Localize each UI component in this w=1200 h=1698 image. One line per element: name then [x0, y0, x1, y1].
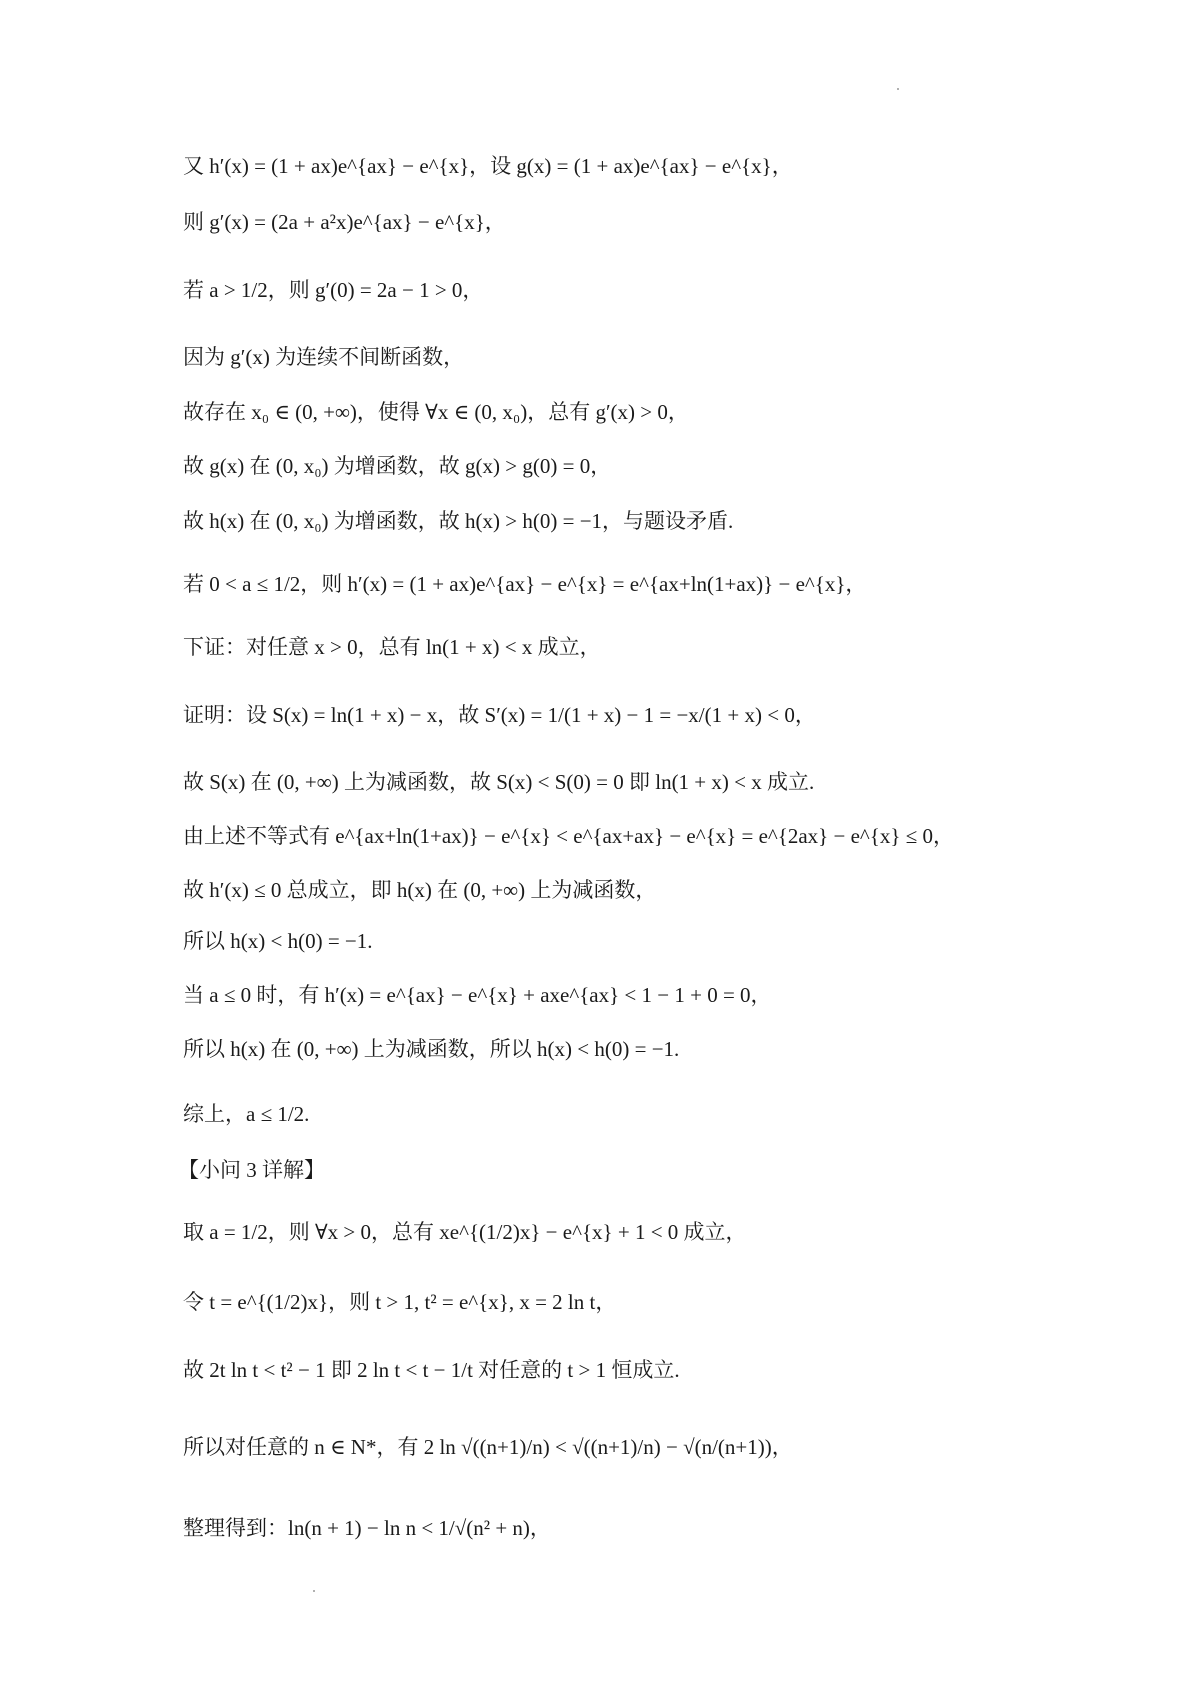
text-line-16: 所以 h(x) 在 (0, +∞) 上为减函数，所以 h(x) < h(0) = −1.: [183, 1037, 680, 1061]
scan-speck-bottom: [313, 1590, 315, 1592]
text-line-3: 若 a > 1/2，则 g′(0) = 2a − 1 > 0，: [183, 278, 484, 302]
text-line-17: 综上，a ≤ 1/2.: [183, 1102, 310, 1126]
text-line-6: 故 g(x) 在 (0, x₀) 为增函数，故 g(x) > g(0) = 0，: [183, 454, 612, 478]
text-line-19: 令 t = e^{(1/2)x}，则 t > 1, t² = e^{x}, x = 2 ln t，: [183, 1290, 617, 1314]
text-line-15: 当 a ≤ 0 时，有 h′(x) = e^{ax} − e^{x} + axe^{ax} < 1 − 1 + 0 = 0，: [183, 983, 772, 1007]
text-line-18: 取 a = 1/2，则 ∀x > 0，总有 xe^{(1/2)x} − e^{x} + 1 < 0 成立，: [183, 1220, 747, 1244]
text-line-20: 故 2t ln t < t² − 1 即 2 ln t < t − 1/t 对任意的 t > 1 恒成立.: [183, 1358, 680, 1382]
text-line-7: 故 h(x) 在 (0, x₀) 为增函数，故 h(x) > h(0) = −1，与题设矛盾.: [183, 509, 734, 533]
text-line-13: 故 h′(x) ≤ 0 总成立，即 h(x) 在 (0, +∞) 上为减函数，: [183, 878, 657, 902]
text-line-11: 故 S(x) 在 (0, +∞) 上为减函数，故 S(x) < S(0) = 0 即 ln(1 + x) < x 成立.: [183, 770, 815, 794]
scan-speck-top: [897, 88, 899, 90]
text-line-22: 整理得到：ln(n + 1) − ln n < 1/√(n² + n)，: [183, 1516, 551, 1540]
text-line-1: 又 h′(x) = (1 + ax)e^{ax} − e^{x}，设 g(x) = (1 + ax)e^{ax} − e^{x}，: [183, 154, 793, 178]
text-line-5: 故存在 x₀ ∈ (0, +∞)，使得 ∀x ∈ (0, x₀)，总有 g′(x) > 0，: [183, 400, 689, 424]
text-line-12: 由上述不等式有 e^{ax+ln(1+ax)} − e^{x} < e^{ax+ax} − e^{x} = e^{2ax} − e^{x} ≤ 0，: [183, 824, 954, 848]
section-heading: 【小问 3 详解】: [178, 1158, 325, 1182]
text-line-8: 若 0 < a ≤ 1/2，则 h′(x) = (1 + ax)e^{ax} − e^{x} = e^{ax+ln(1+ax)} − e^{x}，: [183, 572, 867, 596]
text-line-9: 下证：对任意 x > 0，总有 ln(1 + x) < x 成立，: [183, 635, 601, 659]
text-line-2: 则 g′(x) = (2a + a²x)e^{ax} − e^{x}，: [183, 210, 506, 234]
text-line-4: 因为 g′(x) 为连续不间断函数，: [183, 345, 465, 369]
text-line-10: 证明：设 S(x) = ln(1 + x) − x，故 S′(x) = 1/(1 + x) − 1 = −x/(1 + x) < 0，: [183, 703, 816, 727]
text-line-21: 所以对任意的 n ∈ N*，有 2 ln √((n+1)/n) < √((n+1)/n) − √(n/(n+1))，: [183, 1435, 793, 1459]
text-line-14: 所以 h(x) < h(0) = −1.: [183, 929, 373, 953]
